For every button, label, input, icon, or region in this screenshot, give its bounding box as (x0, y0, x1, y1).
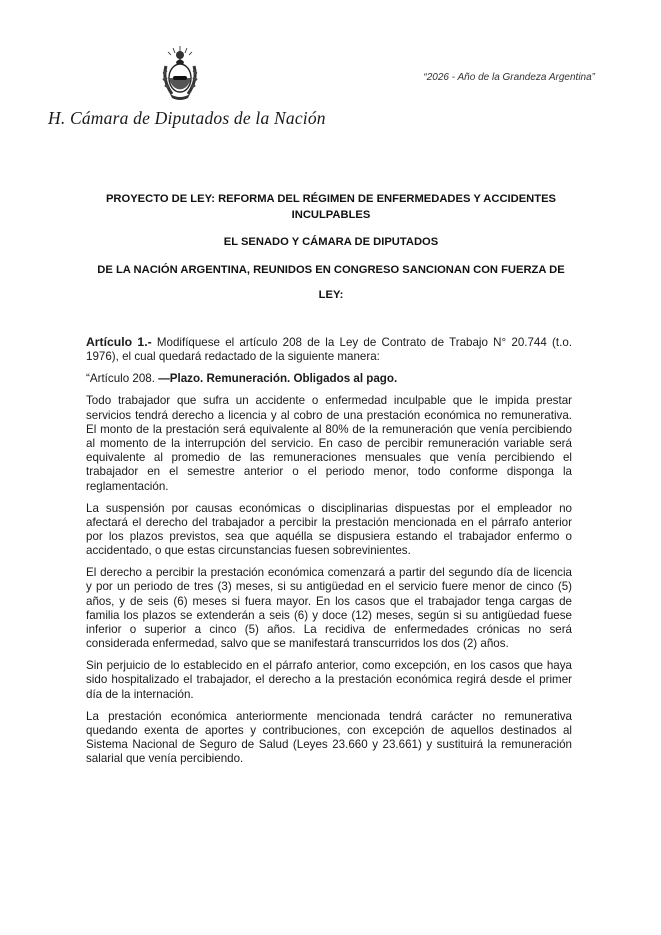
article-1-label: Artículo 1.- (86, 335, 152, 349)
paragraph: Sin perjuicio de lo establecido en el párrafo anterior, como excepción, en los casos que haya sido hospitalizado el trabajador, el derecho a la prestación económica regirá desde el primer día de la internación. (86, 659, 572, 701)
paragraph: El derecho a percibir la prestación económica comenzará a partir del segundo día de licencia y por un periodo de tres (3) meses, si su antigüedad en el servicio fuere menor de cinco (5) años, y de seis (6) meses si fuera mayor. En los casos que el trabajador tenga cargas de familia los plazos se extenderán a seis (6) y doce (12) meses, según si su antigüedad fuese inferior o superior a cinco (5) años. La recidiva de enfermedades crónicas no será considerada enfermedad, salvo que se manifestará transcurridos los dos (2) años. (86, 566, 572, 651)
article-208-number: “Artículo 208. (86, 372, 159, 386)
article-208-heading (86, 372, 572, 386)
enacting-clause-line-1: EL SENADO Y CÁMARA DE DIPUTADOS (223, 236, 439, 248)
paragraph: Todo trabajador que sufra un accidente o enfermedad inculpable que le impida prestar servicios tendrá derecho a licencia y al cobro de una prestación económica no remunerativa. El monto de la prestación será equivalente al 80% de la remuneración que venía percibiendo al momento de la interrupción del servicio. En caso de percibir remuneración variable será equivalente al promedio de las remuneraciones mensuales que venía percibiendo el trabajador en el semestre anterior o el periodo menor, todo conforme disponga la reglamentación. (86, 394, 572, 493)
bill-title: PROYECTO DE LEY: REFORMA DEL RÉGIMEN DE ENFERMEDADES Y ACCIDENTES INCULPABLES (105, 193, 557, 221)
enacting-clause-line-2: DE LA NACIÓN ARGENTINA, REUNIDOS EN CONGRESO SANCIONAN CON FUERZA DE (97, 264, 565, 276)
article-1-intro (86, 335, 572, 364)
paragraph: La prestación económica anteriormente mencionada tendrá carácter no remunerativa quedando exenta de aportes y contribuciones, con excepción de aquellos destinados al Sistema Nacional de Seguro de Salud (Leyes 23.660 y 23.661) y sustituirá la remuneración salarial que venía percibiendo. (86, 709, 572, 766)
article-208-title: —Plazo. Remuneración. Obligados al pago. (158, 372, 398, 386)
paragraph: La suspensión por causas económicas o disciplinarias dispuestas por el empleador no afectará el derecho del trabajador a percibir la prestación mencionada en el párrafo anterior por los plazos previstos, sea que aquélla se dispusiera estando el trabajador enfermo o accidentado, o que estas circunstancias fuesen sobrevinientes. (86, 501, 572, 558)
year-motto: “2026 - Año de la Grandeza Argentina” (423, 72, 595, 83)
bill-body (86, 335, 572, 774)
article-1-intro-text: Modifíquese el artículo 208 de la Ley de Contrato de Trabajo N° 20.744 (t.o. 1976), el cual quedará redactado de la siguiente manera: (86, 336, 573, 364)
chamber-name: H. Cámara de Diputados de la Nación (48, 108, 326, 128)
national-coat-of-arms-icon (158, 44, 202, 104)
enacting-clause-line-3: LEY: (318, 289, 344, 301)
